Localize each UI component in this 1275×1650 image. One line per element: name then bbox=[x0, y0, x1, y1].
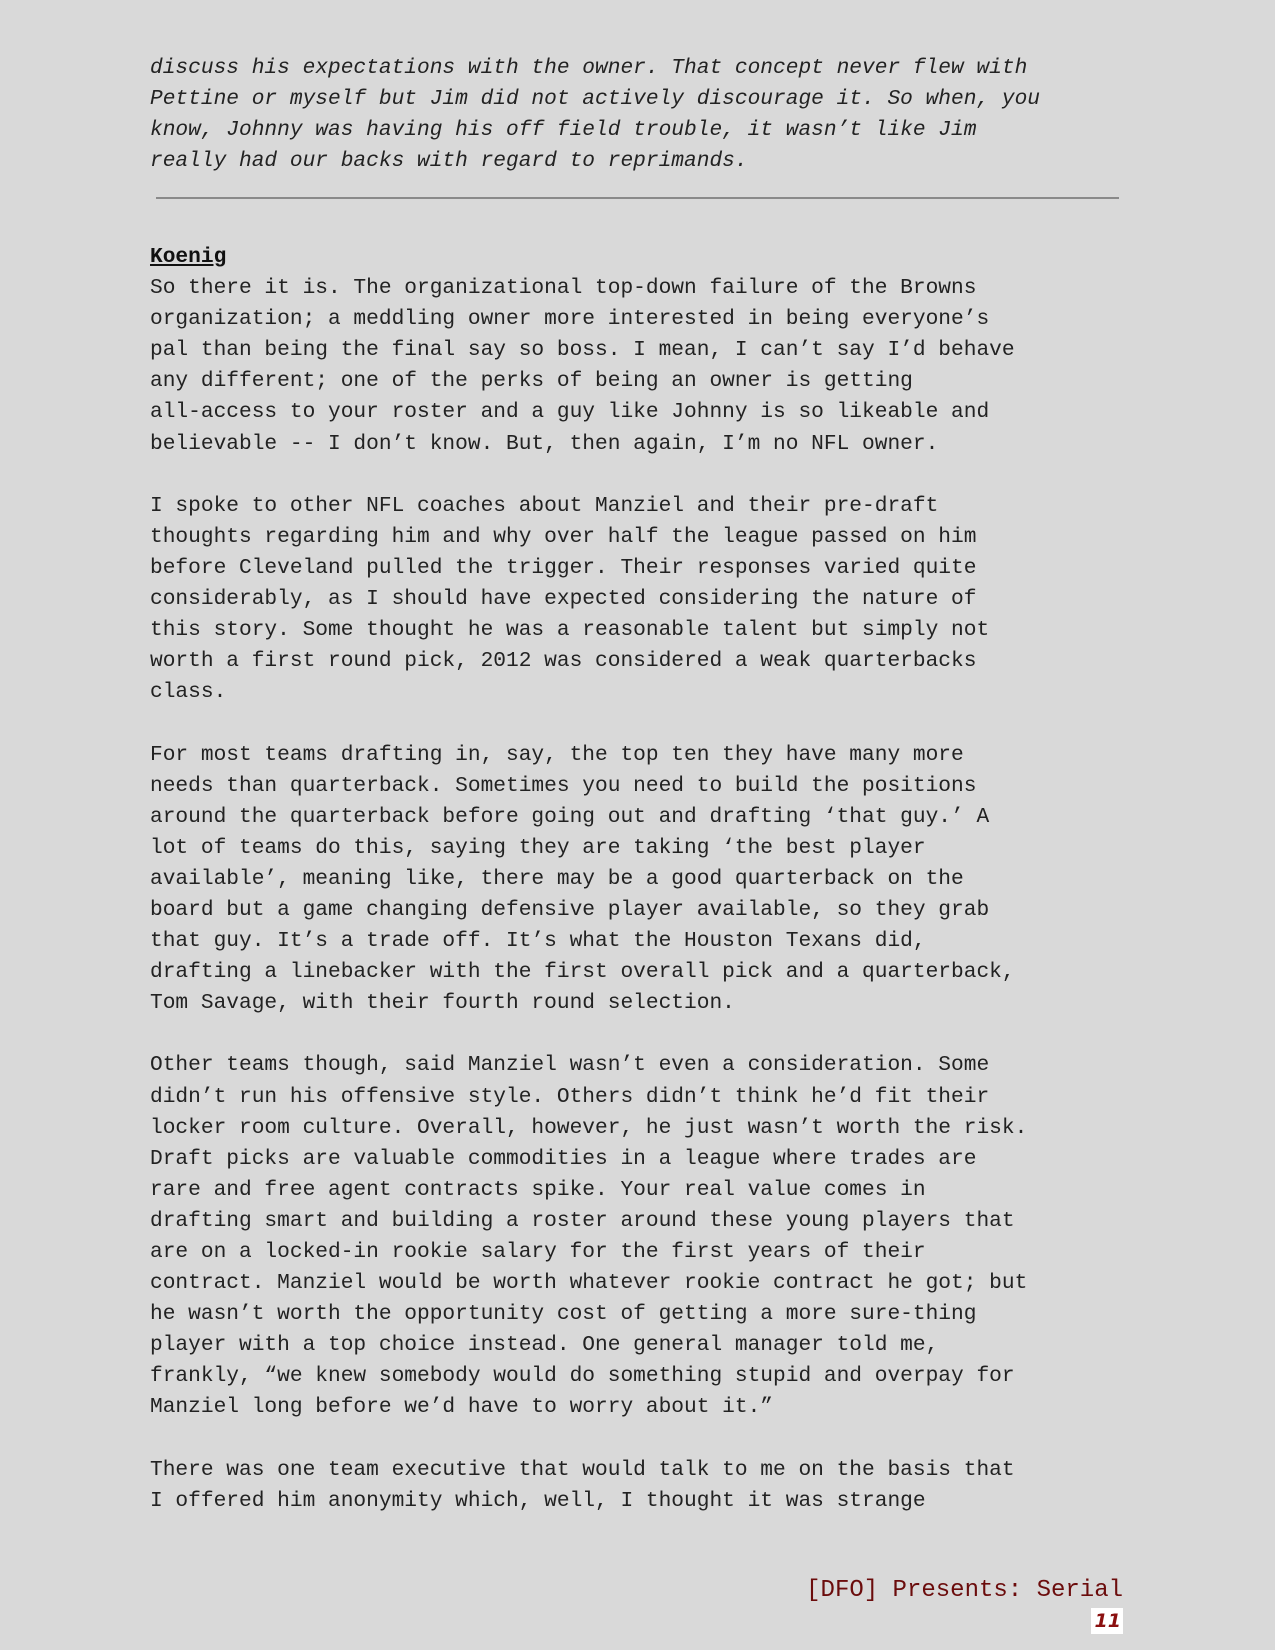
text-line: Draft picks are valuable commodities in a league where trades are bbox=[150, 1146, 977, 1171]
text-line: he wasn’t worth the opportunity cost of getting a more sure-thing bbox=[150, 1302, 977, 1327]
paragraph bbox=[150, 491, 1130, 709]
text-line: available’, meaning like, there may be a good quarterback on the bbox=[150, 866, 964, 891]
text-line: around the quarterback before going out and drafting ‘that guy.’ A bbox=[150, 804, 990, 829]
text-line: Tom Savage, with their fourth round selection. bbox=[150, 991, 735, 1016]
page-footer bbox=[806, 1576, 1123, 1634]
text-line: believable -- I don’t know. But, then again, I’m no NFL owner. bbox=[150, 431, 939, 456]
koenig-section bbox=[150, 242, 1130, 1548]
text-line: didn’t run his offensive style. Others didn’t think he’d fit their bbox=[150, 1084, 990, 1109]
text-line: locker room culture. Overall, however, he just wasn’t worth the risk. bbox=[150, 1115, 1028, 1140]
text-line: I spoke to other NFL coaches about Manziel and their pre-draft bbox=[150, 493, 939, 518]
text-line: that guy. It’s a trade off. It’s what the Houston Texans did, bbox=[150, 929, 926, 954]
text-line: rare and free agent contracts spike. Your real value comes in bbox=[150, 1177, 926, 1202]
text-line: organization; a meddling owner more interested in being everyone’s bbox=[150, 307, 990, 332]
paragraph bbox=[150, 740, 1130, 1020]
text-line: There was one team executive that would talk to me on the basis that bbox=[150, 1457, 1015, 1482]
quote-block bbox=[150, 53, 1130, 177]
text-line: lot of teams do this, saying they are taking ‘the best player bbox=[150, 835, 926, 860]
text-line: Manziel long before we’d have to worry about it.” bbox=[150, 1395, 774, 1420]
paragraph bbox=[150, 1455, 1130, 1517]
text-line: drafting smart and building a roster around these young players that bbox=[150, 1208, 1015, 1233]
text-line: thoughts regarding him and why over half the league passed on him bbox=[150, 524, 977, 549]
text-line: all-access to your roster and a guy like Johnny is so likeable and bbox=[150, 400, 990, 425]
text-line: For most teams drafting in, say, the top ten they have many more bbox=[150, 742, 964, 767]
text-line: contract. Manziel would be worth whatever rookie contract he got; but bbox=[150, 1271, 1028, 1296]
text-line: I offered him anonymity which, well, I thought it was strange bbox=[150, 1488, 926, 1513]
text-line: Other teams though, said Manziel wasn’t even a consideration. Some bbox=[150, 1053, 990, 1078]
text-line: So there it is. The organizational top-down failure of the Browns bbox=[150, 276, 977, 301]
paragraph bbox=[150, 1050, 1130, 1423]
quote-line: discuss his expectations with the owner. That concept never flew with bbox=[150, 56, 1028, 80]
text-line: player with a top choice instead. One general manager told me, bbox=[150, 1333, 939, 1358]
quote-line: Pettine or myself but Jim did not actively discourage it. So when, you bbox=[150, 87, 1041, 112]
text-line: this story. Some thought he was a reasonable talent but simply not bbox=[150, 618, 990, 643]
paragraph bbox=[150, 273, 1130, 460]
text-line: frankly, “we knew somebody would do something stupid and overpay for bbox=[150, 1364, 1015, 1389]
quote-line: know, Johnny was having his off field trouble, it wasn’t like Jim bbox=[150, 118, 977, 143]
section-divider bbox=[156, 197, 1119, 199]
text-line: needs than quarterback. Sometimes you need to build the positions bbox=[150, 773, 977, 798]
text-line: any different; one of the perks of being an owner is getting bbox=[150, 369, 913, 394]
text-line: board but a game changing defensive player available, so they grab bbox=[150, 897, 990, 922]
text-line: are on a locked-in rookie salary for the first years of their bbox=[150, 1240, 926, 1264]
text-line: worth a first round pick, 2012 was considered a weak quarterbacks bbox=[150, 649, 977, 674]
publication-title: [DFO] Presents: Serial bbox=[806, 1577, 1123, 1604]
text-line: drafting a linebacker with the first overall pick and a quarterback, bbox=[150, 960, 1015, 985]
text-line: considerably, as I should have expected considering the nature of bbox=[150, 587, 977, 612]
speaker-heading: Koenig bbox=[150, 245, 227, 269]
page-number: 11 bbox=[1091, 1608, 1123, 1634]
text-line: before Cleveland pulled the trigger. Their responses varied quite bbox=[150, 555, 977, 580]
quote-line: really had our backs with regard to reprimands. bbox=[150, 149, 748, 174]
text-line: class. bbox=[150, 680, 227, 705]
text-line: pal than being the final say so boss. I mean, I can’t say I’d behave bbox=[150, 338, 1015, 363]
